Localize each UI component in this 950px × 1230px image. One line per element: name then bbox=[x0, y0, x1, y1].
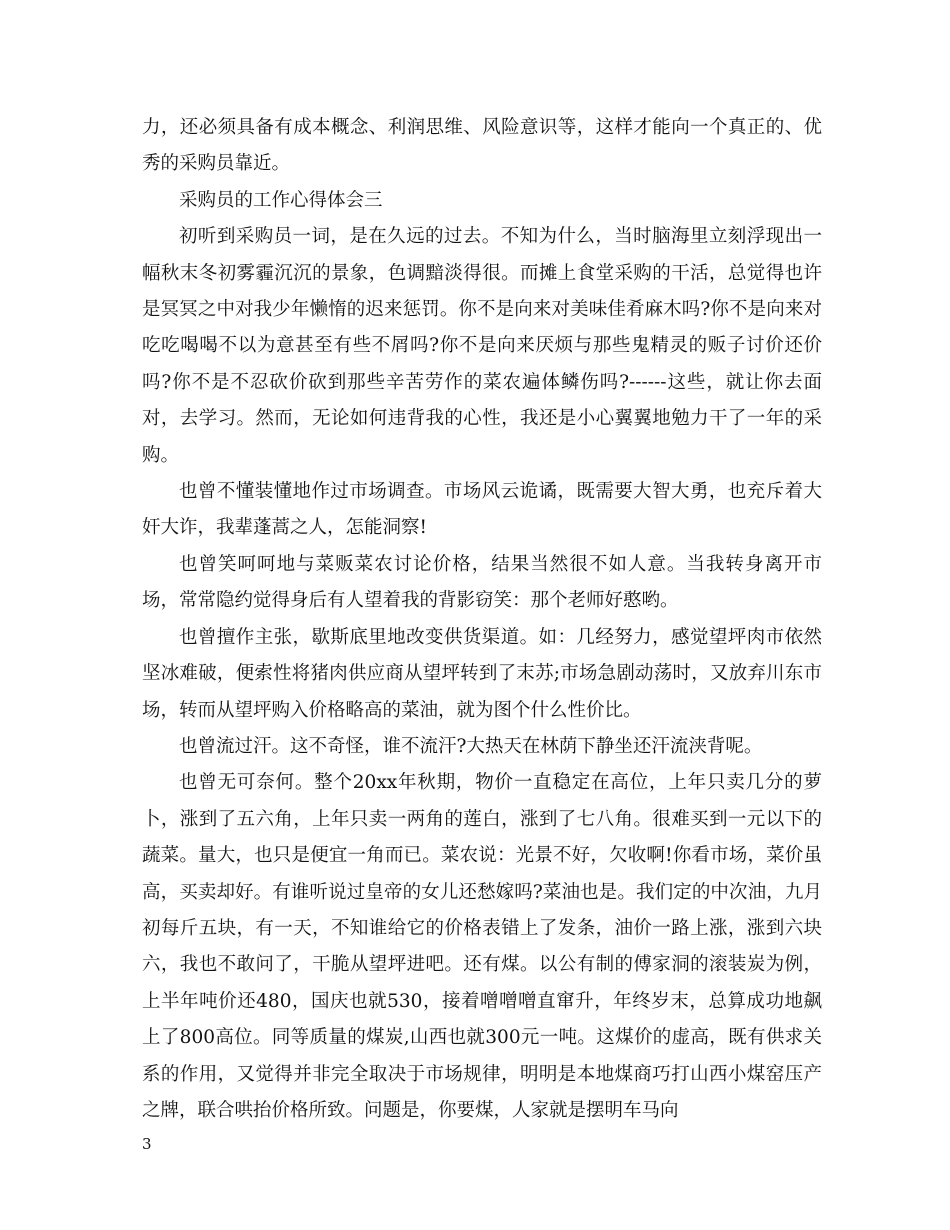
paragraph: 初听到采购员一词，是在久远的过去。不知为什么，当时脑海里立刻浮现出一幅秋末冬初雾霾沉沉的景象，色调黯淡得很。而摊上食堂采购的干活，总觉得也许是冥冥之中对我少年懒惰的迟来惩罚。你不是向来对美味佳肴麻木吗?你不是向来对吃吃喝喝不以为意甚至有些不屑吗?你不是向来厌烦与那些鬼精灵的贩子讨价还价吗?你不是不忍砍价砍到那些辛苦劳作的菜农遍体鳞伤吗?------这些，就让你去面对，去学习。然而，无论如何违背我的心性，我还是小心翼翼地勉力干了一年的采购。 bbox=[142, 226, 822, 466]
paragraph: 也曾无可奈何。整个20xx年秋期，物价一直稳定在高位，上年只卖几分的萝卜，涨到了五六角，上年只卖一两角的莲白，涨到了七八角。很难买到一元以下的蔬菜。量大，也只是便宜一角而已。菜农说：光景不好，欠收啊!你看市场，菜价虽高，买卖却好。有谁听说过皇帝的女儿还愁嫁吗?菜油也是。我们定的中次油，九月初每斤五块，有一天，不知谁给它的价格表错上了发条，油价一路上涨，涨到六块六，我也不敢问了，干脆从望坪进吧。还有煤。以公有制的傅家洞的滚装炭为例，上半年吨价还480，国庆也就530，接着噌噌噌直窜升，年终岁末，总算成功地飙上了800高位。同等质量的煤炭,山西也就300元一吨。这煤价的虚高，既有供求关系的作用，又觉得并非完全取决于市场规律，明明是本地煤商巧打山西小煤窑压产之牌，联合哄抬价格所致。问题是，你要煤，人家就是摆明车马向 bbox=[142, 772, 822, 1121]
document-body bbox=[142, 110, 822, 1129]
paragraph: 也曾流过汗。这不奇怪，谁不流汗?大热天在林荫下静坐还汗流浃背呢。 bbox=[179, 735, 763, 757]
paragraph-continuation: 力，还必须具备有成本概念、利润思维、风险意识等，这样才能向一个真正的、优秀的采购员靠近。 bbox=[142, 117, 822, 175]
paragraph: 也曾不懂装懂地作过市场调查。市场风云诡谲，既需要大智大勇，也充斥着大奸大诈，我辈蓬蒿之人，怎能洞察! bbox=[142, 481, 822, 539]
paragraph: 也曾笑呵呵地与菜贩菜农讨论价格，结果当然很不如人意。当我转身离开市场，常常隐约觉得身后有人望着我的背影窃笑：那个老师好憨哟。 bbox=[142, 553, 822, 612]
section-heading: 采购员的工作心得体会三 bbox=[179, 189, 383, 211]
paragraph: 也曾擅作主张，歇斯底里地改变供货渠道。如：几经努力，感觉望坪肉市依然坚冰难破，便索性将猪肉供应商从望坪转到了末苏;市场急剧动荡时，又放弃川东市场，转而从望坪购入价格略高的菜油，就为图个什么性价比。 bbox=[142, 626, 822, 721]
page-number: 3 bbox=[142, 1135, 152, 1153]
